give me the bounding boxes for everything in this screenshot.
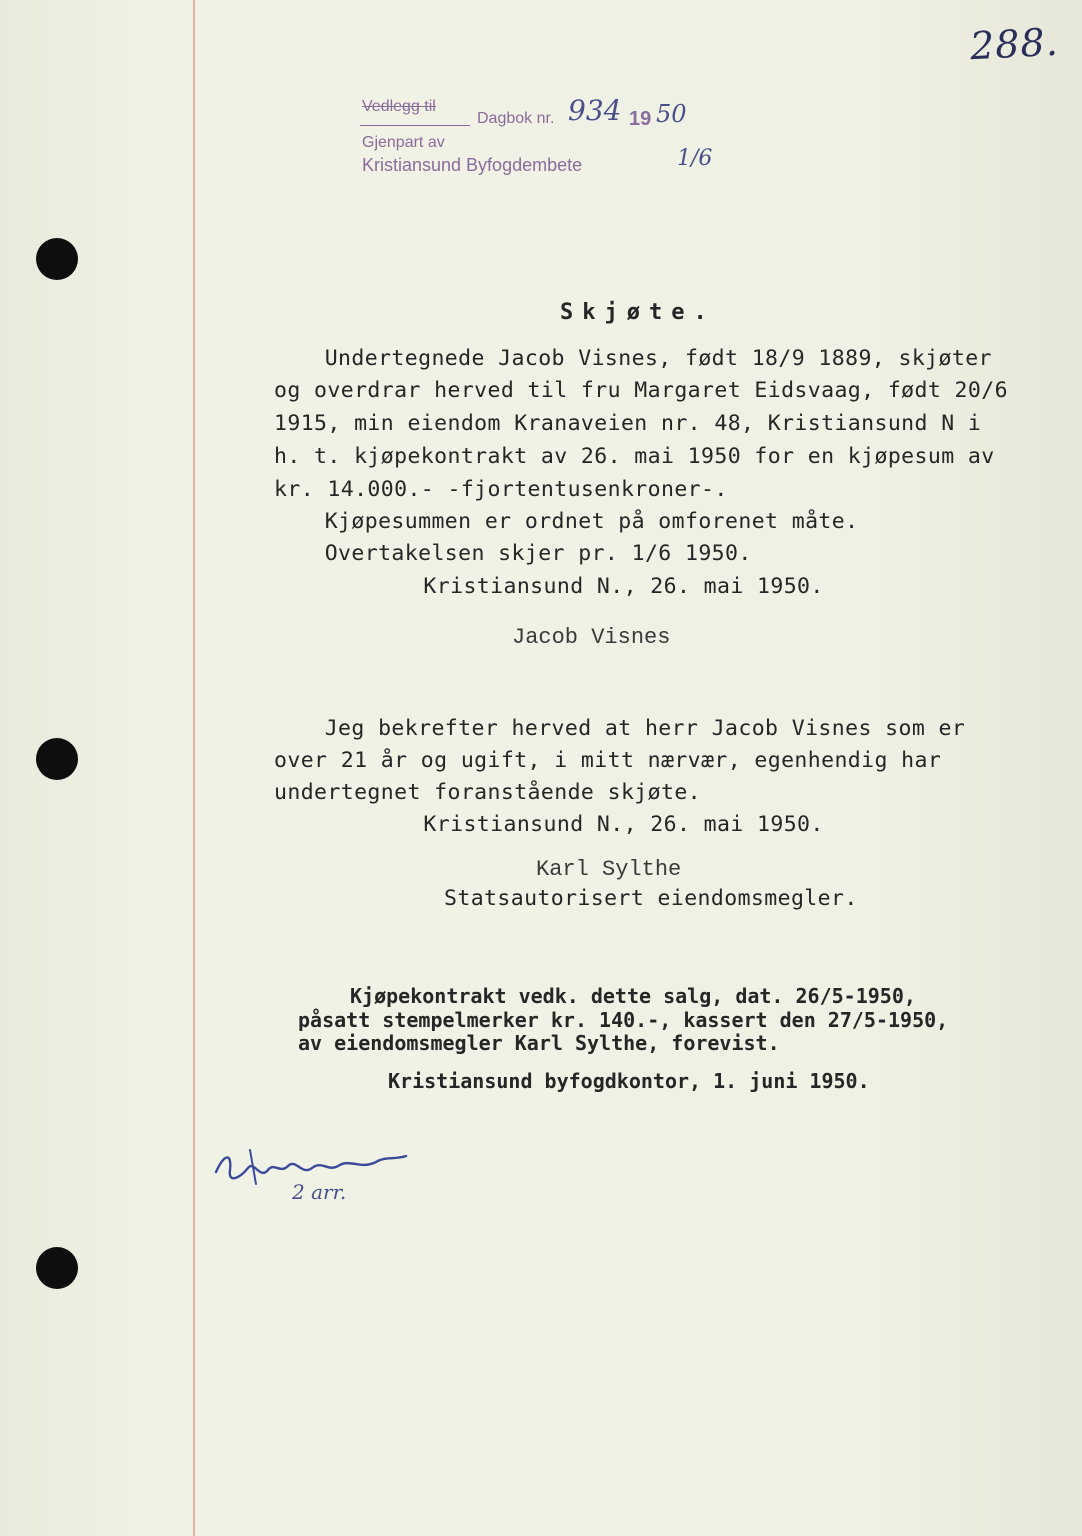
- deed-line: Kjøpesummen er ordnet på omforenet måte.: [298, 509, 859, 534]
- punch-hole: [36, 1247, 78, 1289]
- margin-rule: [193, 0, 195, 1536]
- deed-line: Overtakelsen skjer pr. 1/6 1950.: [298, 541, 752, 566]
- deed-line: h. t. kjøpekontrakt av 26. mai 1950 for en kjøpesum av: [274, 444, 995, 469]
- stamp-line-attachment: Vedlegg til: [362, 98, 436, 115]
- confirm-line: undertegnet foranstående skjøte.: [274, 780, 702, 805]
- registration-note-line: Kjøpekontrakt vedk. dette salg, dat. 26/5-1950,: [350, 984, 916, 1008]
- deed-line: og overdrar herved til fru Margaret Eidsvaag, født 20/6: [274, 378, 1008, 403]
- signature-seller: Jacob Visnes: [512, 625, 671, 650]
- deed-line: kr. 14.000.- -fjortentusenkroner-.: [274, 477, 728, 502]
- document-title: Skjøte.: [560, 300, 716, 325]
- signature-broker-title: Statsautorisert eiendomsmegler.: [444, 886, 858, 911]
- deed-line: Undertegnede Jacob Visnes, født 18/9 1889, skjøter: [298, 346, 992, 371]
- registration-note-line: av eiendomsmegler Karl Sylthe, forevist.: [298, 1031, 780, 1055]
- confirm-line: over 21 år og ugift, i mitt nærvær, egenhendig har: [274, 748, 942, 773]
- page-number: 288.: [968, 19, 1060, 69]
- stamp-year-handwritten: 50: [656, 100, 687, 128]
- stamp-office: Kristiansund Byfogdembete: [362, 155, 583, 175]
- deed-line: Kristiansund N., 26. mai 1950.: [330, 574, 824, 599]
- signature-broker-name: Karl Sylthe: [536, 857, 682, 882]
- stamp-year-printed: 19: [629, 108, 652, 130]
- registration-place-date: Kristiansund byfogdkontor, 1. juni 1950.: [388, 1069, 870, 1093]
- handwritten-note: 2 arr.: [292, 1180, 347, 1204]
- confirm-line: Jeg bekrefter herved at herr Jacob Visnes som er: [298, 716, 966, 741]
- stamp-copy-of: Gjenpart av: [362, 134, 445, 151]
- stamp-dagbok-number: 934: [568, 94, 622, 127]
- registration-note-line: påsatt stempelmerker kr. 140.-, kassert den 27/5-1950,: [298, 1008, 949, 1032]
- stamp-date-handwritten: 1/6: [677, 146, 713, 171]
- stamp-underline: [360, 125, 470, 126]
- confirm-line: Kristiansund N., 26. mai 1950.: [330, 812, 824, 837]
- punch-hole: [36, 738, 78, 780]
- deed-line: 1915, min eiendom Kranaveien nr. 48, Kristiansund N i: [274, 411, 982, 436]
- stamp-dagbok-label: Dagbok nr.: [477, 110, 555, 127]
- punch-hole: [36, 238, 78, 280]
